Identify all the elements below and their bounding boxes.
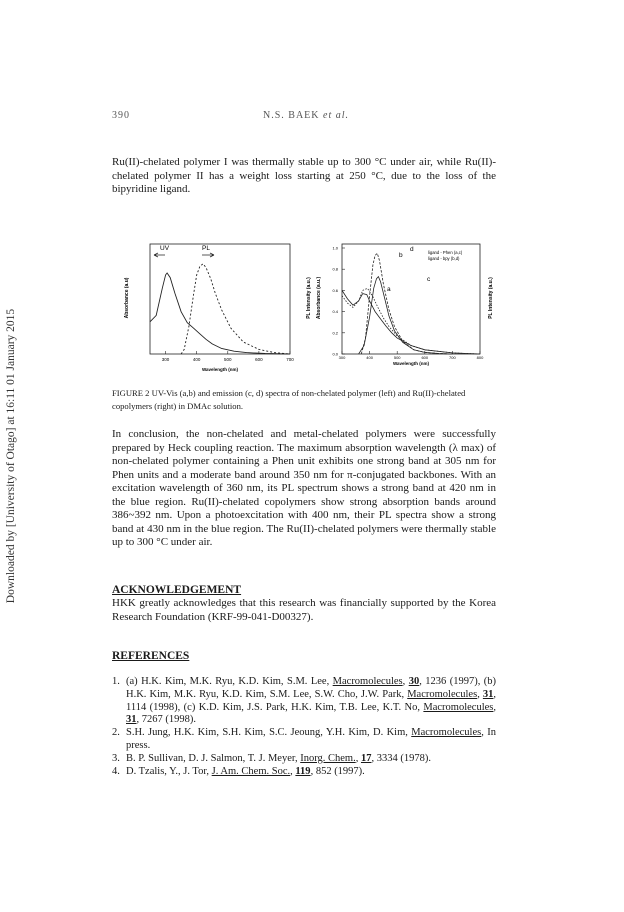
series-a-line (342, 290, 480, 354)
left-xtick-label: 400 (192, 357, 201, 362)
left-legend-uv: UV (160, 245, 170, 252)
figure-caption: FIGURE 2 UV-Vis (a,b) and emission (c, d) spectra of non-chelated polymer (left) and Ru(II)-chelated copolymers (right) in DMAc solution. (112, 388, 466, 411)
left-xtick-label: 300 (161, 357, 170, 362)
right-legend-phen: ligand - Phen (a,c) (428, 250, 463, 255)
author-suffix: et al. (323, 110, 350, 121)
paragraph-conclusion-text: In conclusion, the non-chelated and metal-chelated polymers were successfully prepared by Heck coupling reaction. The maximum absorption wavelength (λ max) of non-chelated polymer containing a Phen unit exhibits one strong band at 305 nm for Phen units and a moderate band around 350 nm for π-conjugated backbones. With an excitation wavelength of 360 nm, its PL spectrum shows a strong band at 420 nm in the blue region. Ru(II)-chelated copolymers show strong absorption bands around 386~392 nm. Upon a photoexcitation with 400 nm, their PL spectra show a strong band at 430 nm in the blue region. The Ru(II)-chelated polymers were thermally stable up to 300 °C under air. (112, 428, 496, 548)
left-xtick-label: 700 (286, 357, 294, 362)
reference-item (112, 753, 496, 766)
paragraph-conclusion (112, 428, 496, 550)
figure-2 (110, 238, 500, 378)
series-d-line (361, 253, 452, 354)
left-xlabel: Wavelength (nm) (201, 367, 239, 372)
right-ytick-label: 0.2 (332, 330, 338, 336)
right-y2label: PL Intensity (a.u.) (488, 277, 494, 319)
reference-text: B. P. Sullivan, D. J. Salmon, T. J. Meyer, Inorg. Chem., 17, 3334 (1978). (126, 752, 431, 764)
paragraph-thermal-text: Ru(II)-chelated polymer I was thermally stable up to 300 °C under air, while Ru(II)-chelated polymer II has a weight loss starting at 250 °C, due to the loss of the bipyridine ligand. (112, 156, 496, 195)
left-series (150, 264, 290, 354)
curve-label-a: a (387, 286, 391, 293)
right-ylabel: Absorbance (a.u.) (316, 276, 322, 320)
reference-text: D. Tzalis, Y., J. Tor, J. Am. Chem. Soc., 119, 852 (1997). (126, 765, 365, 777)
right-legend-bpy: ligand - bpy (b,d) (428, 256, 460, 261)
reference-item (112, 766, 496, 779)
reference-number: 1. (112, 676, 120, 687)
right-ytick-label: 1.0 (332, 245, 338, 251)
right-xticks (339, 351, 484, 360)
page-number: 390 (112, 110, 130, 121)
reference-item (112, 676, 496, 727)
left-xtick-label: 500 (224, 357, 232, 362)
right-ytick-label: 0.6 (332, 287, 338, 293)
series-b-line (342, 288, 480, 354)
right-ytick-label: 0.0 (332, 351, 338, 357)
series-pl-line (181, 264, 290, 354)
left-plot-frame (150, 244, 290, 354)
reference-text: S.H. Jung, H.K. Kim, S.H. Kim, S.C. Jeoung, Y.H. Kim, D. Kim, Macromolecules, In press. (126, 727, 496, 751)
left-arrow-icon (154, 253, 165, 257)
right-yticks (332, 246, 345, 357)
right-arrow-icon (202, 253, 214, 257)
curve-label-c: c (427, 276, 431, 283)
series-uv-line (150, 273, 290, 354)
running-header (0, 110, 624, 124)
paragraph-thermal (112, 156, 496, 197)
right-ytick-label: 0.8 (332, 266, 338, 272)
author-name: N.S. BAEK (263, 110, 320, 121)
acknowledgement-heading: ACKNOWLEDGEMENT (112, 584, 242, 596)
right-ytick-label: 0.4 (332, 309, 338, 315)
right-xtick-label: 800 (476, 355, 484, 360)
right-xtick-label: 400 (366, 355, 373, 360)
references-heading: REFERENCES (112, 650, 190, 662)
curve-label-b: b (399, 252, 403, 259)
right-series (342, 253, 480, 354)
left-ylabel: Absorbance (a.u) (124, 277, 130, 319)
reference-number: 4. (112, 765, 120, 777)
right-xtick-label: 500 (393, 355, 401, 360)
right-panel (316, 244, 494, 366)
right-xtick-label: 300 (338, 355, 346, 360)
reference-item (112, 727, 496, 753)
left-xtick-label: 600 (255, 357, 263, 362)
curve-label-d: d (410, 246, 414, 253)
acknowledgement-text: HKK greatly acknowledges that this research was financially supported by the Korea Research Foundation (KRF-99-041-D00327). (112, 597, 496, 623)
reference-number: 3. (112, 752, 120, 764)
right-xtick-label: 700 (449, 355, 456, 360)
reference-number: 2. (112, 727, 120, 739)
reference-text: (a) H.K. Kim, M.K. Ryu, K.D. Kim, S.M. Lee, Macromolecules, 30, 1236 (1997), (b) H.K. Kim, M.K. Ryu, K.D. Kim, S.M. Lee, S.W. Cho, J.W. Park, Macromolecules, 31, 1114 (1998), (c) K.D. Kim, J.S. Park, H.K. Kim, T.B. Lee, K.T. No, Macromolecules, 31, 7267 (1998). (126, 676, 497, 726)
download-watermark (0, 0, 22, 912)
left-panel (124, 244, 312, 372)
left-y2label: PL Intensity (a.u.) (306, 277, 312, 319)
left-legend-pl: PL (202, 245, 210, 252)
right-xtick-label: 600 (421, 355, 429, 360)
right-xlabel: Wavelength (nm) (392, 361, 430, 366)
download-notice: Downloaded by [University of Otago] at 16:11 01 January 2015 (5, 308, 17, 604)
running-author (263, 110, 349, 121)
figure-2-svg (110, 238, 500, 378)
references-list (112, 676, 496, 778)
